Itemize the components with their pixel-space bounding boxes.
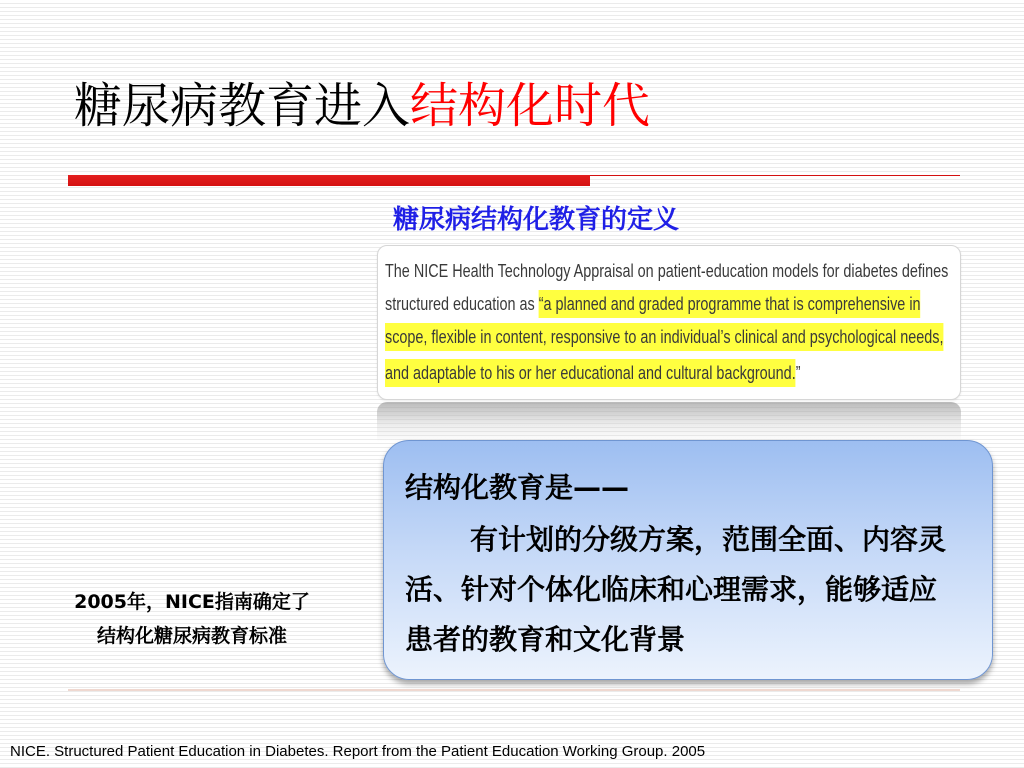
footer-reference: NICE. Structured Patient Education in Diabetes. Report from the Patient Education Working Group. 2005 xyxy=(10,743,706,760)
quote-text: structured education as xyxy=(385,294,539,314)
quote-highlight: “a planned and graded programme that is comprehensive in xyxy=(539,290,921,318)
slide-title xyxy=(74,78,650,134)
quote-text: ” xyxy=(795,363,801,383)
quote-line xyxy=(385,294,961,314)
nice-quote-box xyxy=(377,245,961,400)
title-underline-bar xyxy=(68,175,590,186)
side-note-line: 2005年，NICE指南确定了 xyxy=(74,591,310,613)
summary-line: 有计划的分级方案，范围全面、内容灵 xyxy=(470,523,947,556)
summary-line: 结构化教育是—— xyxy=(405,471,630,504)
bottom-divider xyxy=(68,689,960,691)
quote-text: The NICE Health Technology Appraisal on patient-education models for diabetes defines xyxy=(385,261,949,281)
quote-box-reflection xyxy=(377,402,961,442)
quote-highlight: and adaptable to his or her educational and cultural background. xyxy=(385,359,796,387)
quote-line xyxy=(385,327,961,347)
side-note xyxy=(62,585,322,653)
side-note-line: 结构化糖尿病教育标准 xyxy=(96,625,287,647)
summary-box xyxy=(383,440,993,680)
slide-title-accent: 结构化时代 xyxy=(410,78,651,134)
definition-heading: 糖尿病结构化教育的定义 xyxy=(393,205,680,235)
summary-line: 患者的教育和文化背景 xyxy=(405,623,686,656)
slide-title-main: 糖尿病教育进入 xyxy=(74,78,411,134)
quote-highlight: scope, flexible in content, responsive to an individual’s clinical and psychological needs, xyxy=(385,323,943,351)
summary-line: 活、针对个体化临床和心理需求，能够适应 xyxy=(405,573,938,606)
title-underline-line xyxy=(590,175,960,176)
quote-line xyxy=(385,261,961,281)
quote-line xyxy=(385,363,961,383)
